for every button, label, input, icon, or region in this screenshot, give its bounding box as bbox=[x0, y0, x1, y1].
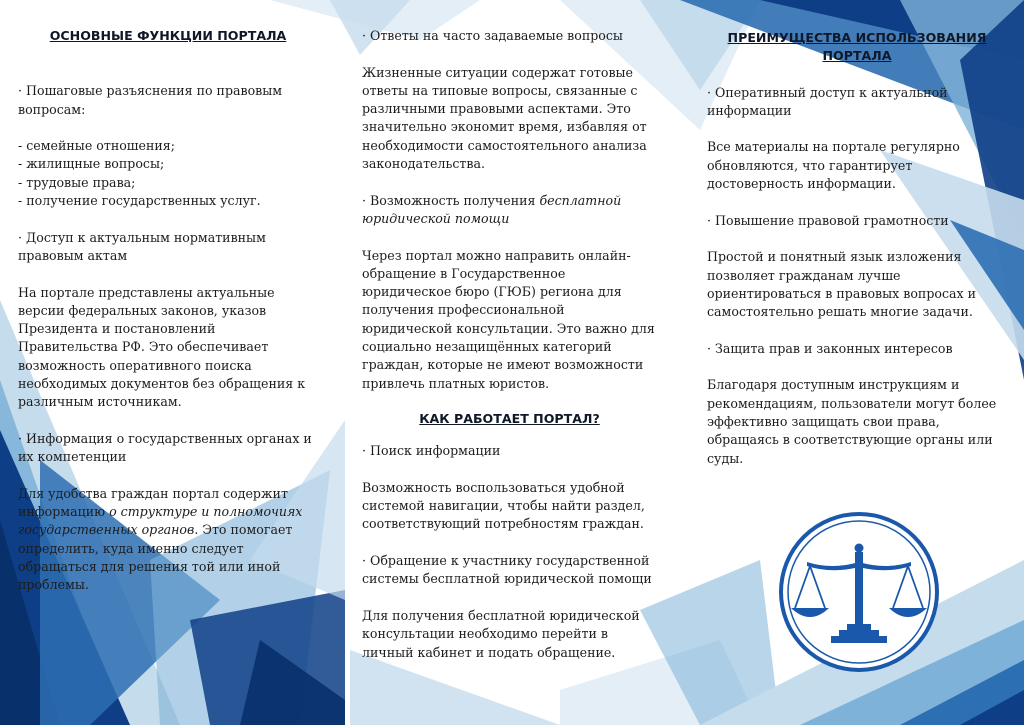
topic-list: - семейные отношения; - жилищные вопросы; - трудовые права; - получение государственных услуг. bbox=[18, 138, 261, 209]
section-heading-main-functions: ОСНОВНЫЕ ФУНКЦИИ ПОРТАЛА bbox=[49, 28, 287, 43]
bullet-title: · Доступ к актуальным нормативным правовым актам bbox=[18, 229, 266, 263]
bullet-title: · Ответы на часто задаваемые вопросы bbox=[362, 28, 623, 43]
bullet-text: Жизненные ситуации содержат готовые ответы на типовые вопросы, связанные с различными правовыми аспектами. Это значительно экономит время, избавляя от необходимости самостоятельного анализа законодательства. bbox=[362, 64, 647, 172]
bullet-text: Для получения бесплатной юридической консультации необходимо перейти в личный кабинет и подать обращение. bbox=[362, 607, 640, 660]
bullet-title: · Возможность получения бесплатной юридической помощи bbox=[362, 192, 622, 226]
bullet-title: · Повышение правовой грамотности bbox=[707, 212, 949, 228]
bullet-title: · Оперативный доступ к актуальной информации bbox=[707, 84, 948, 118]
bullet-title: · Обращение к участнику государственной системы бесплатной юридической помощи bbox=[362, 553, 652, 587]
bullet-text: Через портал можно направить онлайн-обращение в Государственное юридическое бюро (ГЮБ) региона для получения профессиональной юридической консультации. Это важно для социально незащищённых категорий граждан, которые не имеют возможности привлечь платных юристов. bbox=[362, 247, 655, 391]
bullet-title: · Информация о государственных органах и их компетенции bbox=[18, 430, 312, 465]
column-main-functions bbox=[18, 0, 318, 595]
bullet-title: · Поиск информации bbox=[362, 443, 501, 459]
column-advantages bbox=[707, 0, 997, 468]
bullet-text: Благодаря доступным инструкциям и рекомендациям, пользователи могут более эффективно защищать свои права, обращаясь в соответствующие органы или суды. bbox=[707, 377, 997, 466]
bullet-title: · Пошаговые разъяснения по правовым вопросам: bbox=[18, 83, 283, 117]
bullet-title: · Защита прав и законных интересов bbox=[707, 340, 953, 356]
bullet-text: Все материалы на портале регулярно обновляются, что гарантирует достоверность информации. bbox=[707, 139, 960, 192]
bullet-text: Простой и понятный язык изложения позволяет гражданам лучше ориентироваться в правовых вопросах и самостоятельно решать многие задачи. bbox=[707, 249, 977, 320]
bullet-text: Для удобства граждан портал содержит информацию о структуре и полномочиях государственных органов. Это помогает определить, куда именно следует обращаться для решения той или иной проблемы. bbox=[18, 485, 303, 593]
bullet-text: Возможность воспользоваться удобной системой навигации, чтобы найти раздел, соответствующий потребностям граждан. bbox=[362, 479, 645, 532]
scales-of-justice-icon bbox=[777, 510, 941, 674]
section-heading-advantages: ПРЕИМУЩЕСТВА ИСПОЛЬЗОВАНИЯ ПОРТАЛА bbox=[727, 30, 987, 64]
bullet-text: На портале представлены актуальные версии федеральных законов, указов Президента и постановлений Правительства РФ. Это обеспечивает возможность оперативного поиска необходимых документов без обращения к различным источникам. bbox=[18, 284, 306, 410]
section-heading-how-it-works: КАК РАБОТАЕТ ПОРТАЛ? bbox=[419, 410, 600, 426]
column-faq-and-how-it-works bbox=[362, 0, 657, 662]
